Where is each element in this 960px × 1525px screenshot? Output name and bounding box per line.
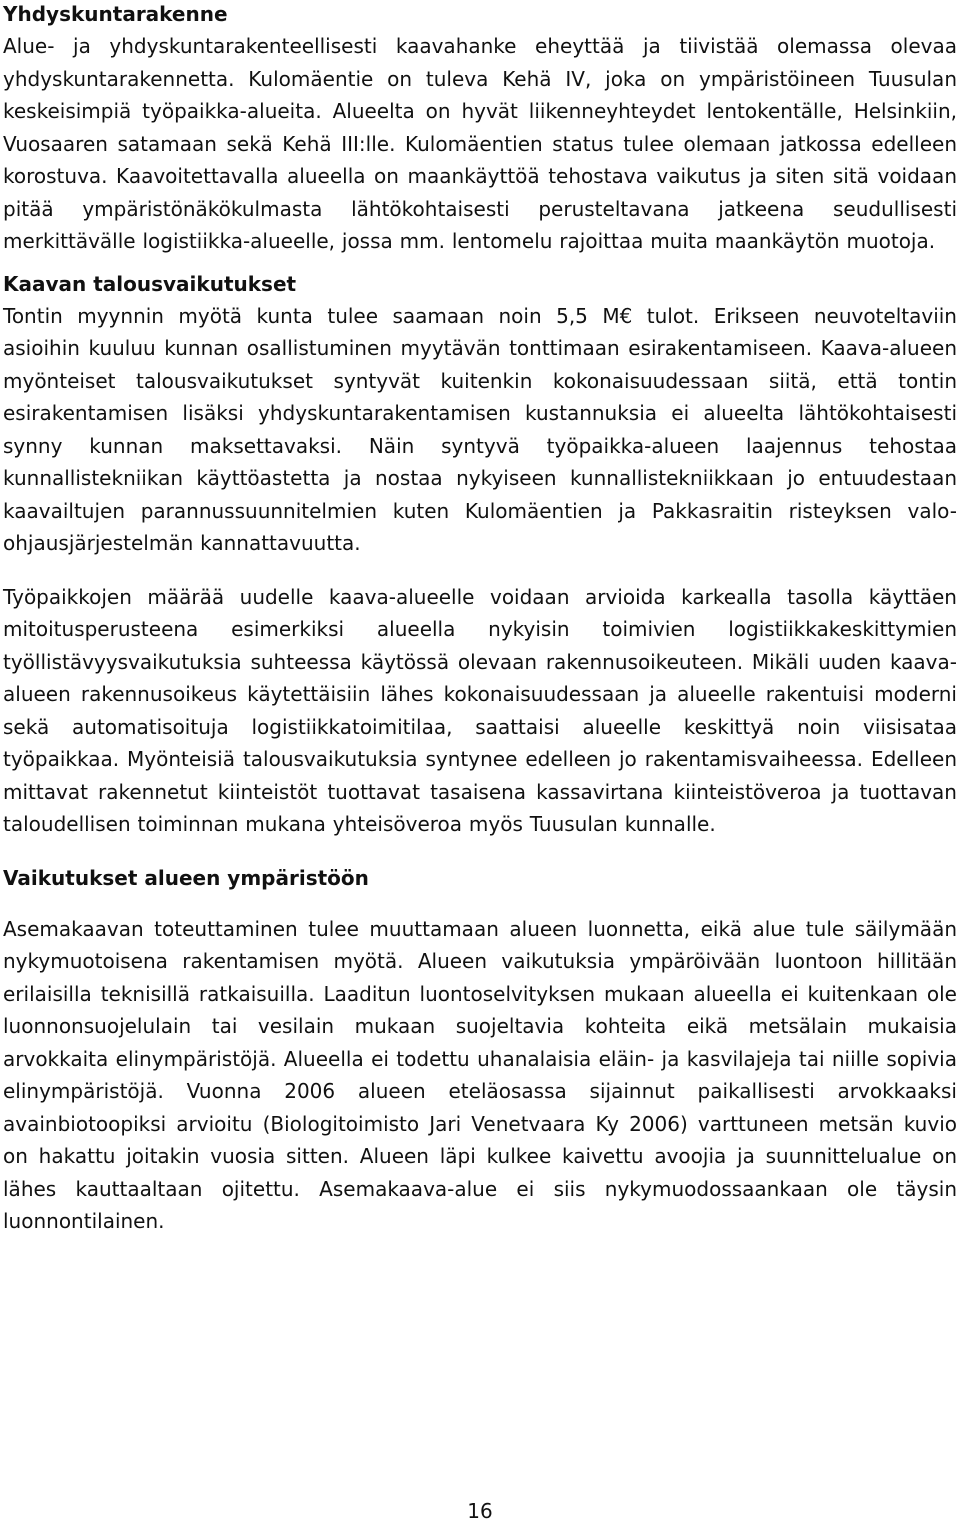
- page-number: 16: [467, 1499, 493, 1523]
- paragraph-ymparistovaikutukset: Asemakaavan toteuttaminen tulee muuttamaan alueen luonnetta, eikä alue tule säilymään nykymuotoisena rakentamisen myötä. Alueen vaikutuksia ympäröivään luontoon hillitään erilaisilla teknisillä ratkaisuilla. Laaditun luontoselvityksen mukaan alueella ei kuitenkaan ole luonnonsuojelulain tai vesilain mukaan suojeltavia kohteita eikä metsälain mukaisia arvokkaita elinympäristöjä. Alueella ei todettu uhanalaisia eläin- ja kasvilajeja tai niille sopivia elinympäristöjä. Vuonna 2006 alueen eteläosassa sijainnut paikallisesti arvokkaaksi avainbiotoopiksi arvioitu (Biologitoimisto Jari Venetvaara Ky 2006) varttuneen metsän kuvio on hakattu joitakin vuosia sitten. Alueen läpi kulkee kaivettu avoojia ja suunnittelualue on lähes kauttaaltaan ojitettu. Asemakaava-alue ei siis nykymuodossaankaan ole täysin luonnontilainen.: [3, 916, 957, 1233]
- section-heading-talousvaikutukset: Kaavan talousvaikutukset: [3, 271, 297, 296]
- paragraph-talousvaikutukset-1: Tontin myynnin myötä kunta tulee saamaan noin 5,5 M€ tulot. Erikseen neuvoteltaviin asioihin kuuluu kunnan osallistuminen myytävän tonttimaan esirakentamiseen. Kaava-alueen myönteiset talousvaikutukset syntyvät kuitenkin kokonaisuudessaan siitä, että tontin esirakentamisen lisäksi yhdyskuntarakentamisen kustannuksia ei alueelta lähtökohtaisesti synny kunnan maksettavaksi. Näin syntyvä työpaikka-alueen laajennus tehostaa kunnallistekniikan käyttöastetta ja nostaa nykyiseen kunnallistekniikkaan jo entuudestaan kaavailtujen parannussuunnitelmien kuten Kulomäentien ja Pakkasraitin risteyksen valo-ohjausjärjestelmän kannattavuutta.: [3, 303, 957, 555]
- document-page: [3, 0, 957, 1238]
- section-heading-ymparistovaikutukset: Vaikutukset alueen ympäristöön: [3, 865, 369, 890]
- section-heading-yhdyskuntarakenne: Yhdyskuntarakenne: [3, 2, 228, 26]
- paragraph-yhdyskuntarakenne: Alue- ja yhdyskuntarakenteellisesti kaavahanke eheyttää ja tiivistää olemassa olevaa yhdyskuntarakennetta. Kulomäentie on tuleva Kehä IV, joka on ympäristöineen Tuusulan keskeisimpiä työpaikka-alueita. Alueelta on hyvät liikenneyhteydet lentokentälle, Helsinkiin, Vuosaaren satamaan sekä Kehä III:lle. Kulomäentien status tulee olemaan jatkossa edelleen korostuva. Kaavoitettavalla alueella on maankäyttöä tehostava vaikutus ja siten sitä voidaan pitää ympäristönäkökulmasta lähtökohtaisesti perusteltavana jatkeena seudullisesti merkittävälle logistiikka-alueelle, jossa mm. lentomelu rajoittaa muita maankäytön muotoja.: [3, 34, 957, 253]
- paragraph-talousvaikutukset-2: Työpaikkojen määrää uudelle kaava-alueelle voidaan arvioida karkealla tasolla käyttäen mitoitusperusteena esimerkiksi alueella nykyisin toimivien logistiikkakeskittymien työllistävyysvaikutuksia suhteessa käytössä olevaan rakennusoikeuteen. Mikäli uuden kaava-alueen rakennusoikeus käytettäisiin lähes kokonaisuudessaan ja alueelle rakentuisi moderni sekä automatisoituja logistiikkatoimitilaa, saattaisi alueelle keskittyä noin viisisataa työpaikkaa. Myönteisiä talousvaikutuksia syntynee edelleen jo rakentamisvaiheessa. Edelleen mittavat rakennetut kiinteistöt tuottavat tasaisena kassavirtana kiinteistöveroa ja tuottavan taloudellisen toiminnan mukana yhteisöveroa myös Tuusulan kunnalle.: [3, 584, 957, 836]
